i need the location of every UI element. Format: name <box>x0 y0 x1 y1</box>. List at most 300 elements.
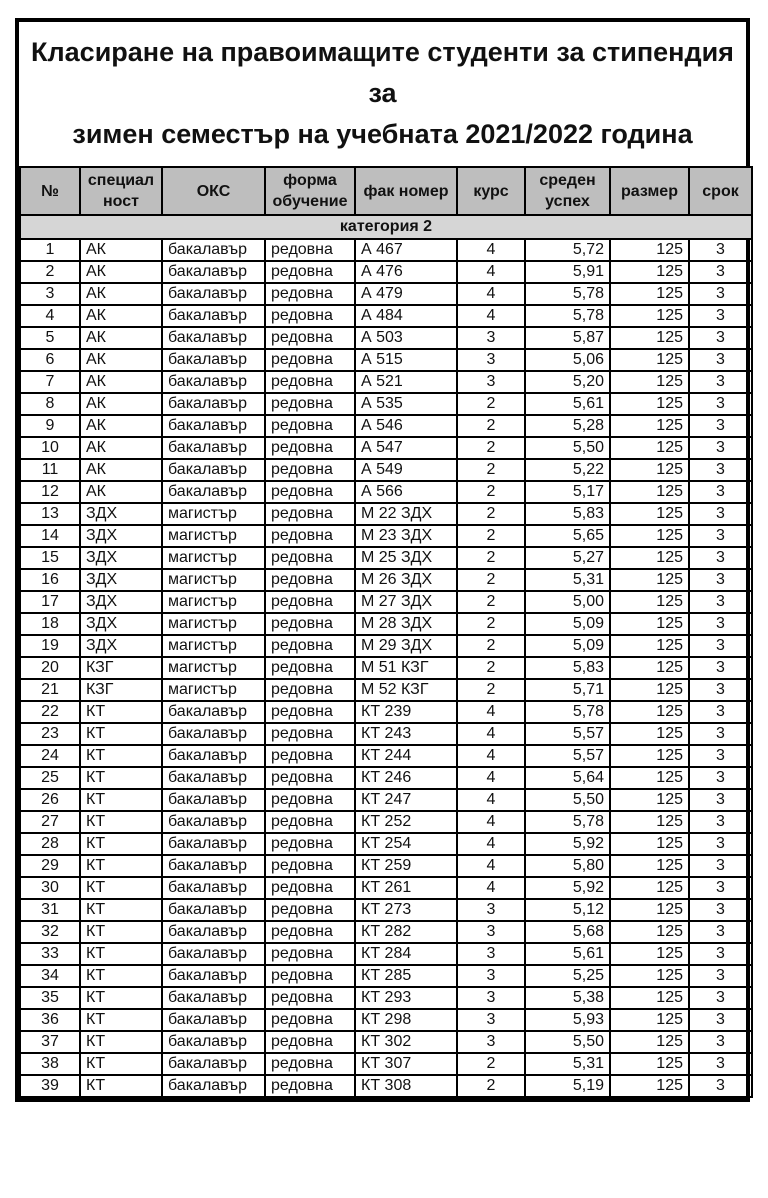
table-cell: 2 <box>457 679 525 701</box>
table-cell: редовна <box>265 745 355 767</box>
table-cell: А 566 <box>355 481 457 503</box>
table-cell: ЗДХ <box>80 547 162 569</box>
table-cell: 3 <box>689 987 752 1009</box>
table-cell: 37 <box>20 1031 80 1053</box>
table-cell: бакалавър <box>162 723 265 745</box>
table-cell: 5,25 <box>525 965 610 987</box>
table-row <box>20 987 752 1009</box>
table-cell: редовна <box>265 525 355 547</box>
table-cell: 5,92 <box>525 877 610 899</box>
table-cell: 4 <box>457 283 525 305</box>
table-cell: 125 <box>610 987 689 1009</box>
table-cell: КТ <box>80 1053 162 1075</box>
column-header-4: фак номер <box>355 167 457 215</box>
table-cell: КЗГ <box>80 657 162 679</box>
table-cell: редовна <box>265 987 355 1009</box>
table-row <box>20 943 752 965</box>
table-cell: ЗДХ <box>80 591 162 613</box>
table-cell: 3 <box>689 613 752 635</box>
table-cell: 125 <box>610 437 689 459</box>
table-cell: 6 <box>20 349 80 371</box>
table-cell: М 29 ЗДХ <box>355 635 457 657</box>
table-cell: 3 <box>689 261 752 283</box>
table-cell: 5,80 <box>525 855 610 877</box>
table-cell: КТ 273 <box>355 899 457 921</box>
table-row <box>20 657 752 679</box>
table-cell: бакалавър <box>162 283 265 305</box>
table-cell: КТ <box>80 899 162 921</box>
table-row <box>20 745 752 767</box>
table-cell: 3 <box>457 965 525 987</box>
table-cell: бакалавър <box>162 789 265 811</box>
table-cell: КТ <box>80 745 162 767</box>
table-cell: 2 <box>457 1053 525 1075</box>
table-cell: КТ <box>80 1031 162 1053</box>
table-cell: КТ <box>80 767 162 789</box>
table-cell: 5,71 <box>525 679 610 701</box>
table-cell: 19 <box>20 635 80 657</box>
table-cell: КТ <box>80 789 162 811</box>
table-cell: АК <box>80 261 162 283</box>
table-cell: КТ <box>80 833 162 855</box>
table-cell: магистър <box>162 679 265 701</box>
table-cell: 5,09 <box>525 613 610 635</box>
table-cell: 125 <box>610 767 689 789</box>
table-cell: 5,50 <box>525 1031 610 1053</box>
table-row <box>20 239 752 261</box>
table-row <box>20 393 752 415</box>
table-cell: 12 <box>20 481 80 503</box>
table-cell: 125 <box>610 811 689 833</box>
table-cell: 5,31 <box>525 569 610 591</box>
table-cell: А 503 <box>355 327 457 349</box>
table-cell: 3 <box>20 283 80 305</box>
table-cell: 3 <box>689 943 752 965</box>
table-cell: АК <box>80 349 162 371</box>
table-cell: редовна <box>265 613 355 635</box>
table-cell: 3 <box>689 767 752 789</box>
table-row <box>20 569 752 591</box>
table-cell: магистър <box>162 591 265 613</box>
table-cell: 5,68 <box>525 921 610 943</box>
table-cell: АК <box>80 327 162 349</box>
table-cell: 125 <box>610 789 689 811</box>
table-cell: 125 <box>610 679 689 701</box>
table-cell: 24 <box>20 745 80 767</box>
table-cell: редовна <box>265 591 355 613</box>
table-cell: бакалавър <box>162 371 265 393</box>
table-cell: 5,78 <box>525 305 610 327</box>
table-cell: 125 <box>610 657 689 679</box>
table-cell: 3 <box>457 1031 525 1053</box>
table-cell: 5,78 <box>525 283 610 305</box>
table-row <box>20 767 752 789</box>
table-cell: 125 <box>610 327 689 349</box>
table-cell: 3 <box>689 349 752 371</box>
table-cell: 125 <box>610 459 689 481</box>
table-cell: 30 <box>20 877 80 899</box>
table-cell: 3 <box>689 723 752 745</box>
table-cell: 4 <box>457 811 525 833</box>
table-cell: 34 <box>20 965 80 987</box>
column-header-6: среден успех <box>525 167 610 215</box>
table-cell: 125 <box>610 569 689 591</box>
table-cell: КТ <box>80 701 162 723</box>
table-cell: 3 <box>689 481 752 503</box>
table-cell: КТ 244 <box>355 745 457 767</box>
table-cell: редовна <box>265 899 355 921</box>
table-cell: 2 <box>457 569 525 591</box>
table-cell: 4 <box>457 701 525 723</box>
table-cell: КТ <box>80 921 162 943</box>
table-cell: 2 <box>457 459 525 481</box>
category-label: категория 2 <box>20 215 752 239</box>
table-cell: 3 <box>689 459 752 481</box>
table-cell: бакалавър <box>162 1053 265 1075</box>
table-cell: 125 <box>610 415 689 437</box>
table-cell: 3 <box>457 899 525 921</box>
column-header-2: ОКС <box>162 167 265 215</box>
table-cell: 5,00 <box>525 591 610 613</box>
table-cell: бакалавър <box>162 327 265 349</box>
table-cell: АК <box>80 481 162 503</box>
table-cell: 3 <box>689 965 752 987</box>
table-row <box>20 283 752 305</box>
table-cell: 32 <box>20 921 80 943</box>
table-cell: 3 <box>457 327 525 349</box>
table-cell: бакалавър <box>162 943 265 965</box>
table-cell: 3 <box>457 987 525 1009</box>
table-cell: М 23 ЗДХ <box>355 525 457 547</box>
column-header-7: размер <box>610 167 689 215</box>
table-cell: 5,93 <box>525 1009 610 1031</box>
column-header-3: форма обучение <box>265 167 355 215</box>
table-cell: 125 <box>610 261 689 283</box>
table-row <box>20 679 752 701</box>
table-cell: 3 <box>689 877 752 899</box>
table-cell: магистър <box>162 635 265 657</box>
table-cell: редовна <box>265 811 355 833</box>
table-cell: 3 <box>689 1009 752 1031</box>
table-cell: 3 <box>457 349 525 371</box>
table-cell: редовна <box>265 1053 355 1075</box>
table-cell: А 476 <box>355 261 457 283</box>
table-cell: 38 <box>20 1053 80 1075</box>
table-cell: КТ <box>80 987 162 1009</box>
table-cell: 5,19 <box>525 1075 610 1097</box>
table-header-row <box>20 167 752 215</box>
table-cell: 28 <box>20 833 80 855</box>
table-cell: 9 <box>20 415 80 437</box>
table-cell: 5,78 <box>525 701 610 723</box>
table-cell: редовна <box>265 437 355 459</box>
table-cell: редовна <box>265 701 355 723</box>
table-cell: 3 <box>457 921 525 943</box>
table-cell: А 549 <box>355 459 457 481</box>
table-cell: 125 <box>610 899 689 921</box>
table-cell: 5,72 <box>525 239 610 261</box>
table-cell: ЗДХ <box>80 525 162 547</box>
table-cell: 23 <box>20 723 80 745</box>
table-cell: 125 <box>610 481 689 503</box>
table-cell: 5,83 <box>525 657 610 679</box>
table-cell: 5,50 <box>525 437 610 459</box>
table-cell: 31 <box>20 899 80 921</box>
table-cell: редовна <box>265 459 355 481</box>
table-cell: 5,92 <box>525 833 610 855</box>
table-cell: КТ <box>80 1009 162 1031</box>
table-cell: 5,17 <box>525 481 610 503</box>
table-cell: редовна <box>265 393 355 415</box>
table-cell: 27 <box>20 811 80 833</box>
table-row <box>20 701 752 723</box>
table-cell: 3 <box>689 547 752 569</box>
table-cell: 125 <box>610 701 689 723</box>
table-cell: 125 <box>610 1075 689 1097</box>
table-cell: 25 <box>20 767 80 789</box>
table-cell: М 52 КЗГ <box>355 679 457 701</box>
table-cell: бакалавър <box>162 921 265 943</box>
table-cell: КТ <box>80 877 162 899</box>
table-cell: 2 <box>457 591 525 613</box>
table-cell: 11 <box>20 459 80 481</box>
table-cell: КТ 282 <box>355 921 457 943</box>
table-row <box>20 547 752 569</box>
table-cell: бакалавър <box>162 833 265 855</box>
table-cell: КТ <box>80 965 162 987</box>
table-row <box>20 723 752 745</box>
page-title <box>19 22 746 166</box>
table-cell: КТ 243 <box>355 723 457 745</box>
table-cell: 5,28 <box>525 415 610 437</box>
table-cell: 35 <box>20 987 80 1009</box>
table-cell: 3 <box>689 437 752 459</box>
table-cell: редовна <box>265 1009 355 1031</box>
table-cell: 5 <box>20 327 80 349</box>
table-cell: 125 <box>610 1031 689 1053</box>
table-cell: 5,91 <box>525 261 610 283</box>
table-cell: 3 <box>689 591 752 613</box>
table-cell: 2 <box>457 481 525 503</box>
table-cell: КТ 246 <box>355 767 457 789</box>
table-cell: 22 <box>20 701 80 723</box>
table-cell: 125 <box>610 745 689 767</box>
table-cell: редовна <box>265 415 355 437</box>
table-cell: 3 <box>689 635 752 657</box>
table-cell: редовна <box>265 547 355 569</box>
table-cell: 125 <box>610 349 689 371</box>
table-cell: 3 <box>689 745 752 767</box>
table-cell: КТ 308 <box>355 1075 457 1097</box>
table-cell: редовна <box>265 635 355 657</box>
table-cell: АК <box>80 437 162 459</box>
table-cell: 125 <box>610 305 689 327</box>
table-cell: 5,09 <box>525 635 610 657</box>
page-title-line-1: Класиране на правоимащите студенти за стипендия за <box>31 37 734 108</box>
table-row <box>20 305 752 327</box>
table-cell: редовна <box>265 943 355 965</box>
table-cell: 13 <box>20 503 80 525</box>
table-cell: редовна <box>265 305 355 327</box>
table-cell: М 27 ЗДХ <box>355 591 457 613</box>
table-cell: 125 <box>610 1053 689 1075</box>
table-row <box>20 327 752 349</box>
table-cell: КТ 298 <box>355 1009 457 1031</box>
table-cell: 3 <box>689 657 752 679</box>
table-cell: редовна <box>265 723 355 745</box>
table-row <box>20 789 752 811</box>
table-cell: бакалавър <box>162 811 265 833</box>
table-cell: КТ 261 <box>355 877 457 899</box>
table-cell: 125 <box>610 943 689 965</box>
table-cell: редовна <box>265 239 355 261</box>
table-cell: 125 <box>610 1009 689 1031</box>
table-cell: М 22 ЗДХ <box>355 503 457 525</box>
table-cell: бакалавър <box>162 745 265 767</box>
table-cell: 3 <box>689 679 752 701</box>
table-cell: 3 <box>689 811 752 833</box>
table-cell: 4 <box>457 789 525 811</box>
table-cell: бакалавър <box>162 415 265 437</box>
table-cell: КТ 307 <box>355 1053 457 1075</box>
table-cell: 3 <box>689 1031 752 1053</box>
table-cell: 2 <box>457 393 525 415</box>
table-cell: 5,20 <box>525 371 610 393</box>
table-cell: 2 <box>457 525 525 547</box>
table-row <box>20 833 752 855</box>
table-cell: магистър <box>162 503 265 525</box>
table-cell: 2 <box>457 503 525 525</box>
table-cell: бакалавър <box>162 239 265 261</box>
table-cell: 3 <box>457 371 525 393</box>
table-cell: редовна <box>265 789 355 811</box>
table-cell: 3 <box>689 569 752 591</box>
table-cell: редовна <box>265 503 355 525</box>
table-row <box>20 613 752 635</box>
column-header-8: срок <box>689 167 752 215</box>
table-cell: 3 <box>689 789 752 811</box>
table-cell: бакалавър <box>162 877 265 899</box>
table-row <box>20 965 752 987</box>
table-cell: редовна <box>265 1031 355 1053</box>
table-cell: 5,38 <box>525 987 610 1009</box>
table-cell: 26 <box>20 789 80 811</box>
table-cell: АК <box>80 305 162 327</box>
table-cell: редовна <box>265 349 355 371</box>
table-cell: 15 <box>20 547 80 569</box>
table-cell: 125 <box>610 921 689 943</box>
table-cell: АК <box>80 283 162 305</box>
table-cell: редовна <box>265 965 355 987</box>
table-cell: редовна <box>265 921 355 943</box>
table-cell: 4 <box>457 305 525 327</box>
table-cell: КТ 259 <box>355 855 457 877</box>
table-cell: 4 <box>457 745 525 767</box>
table-cell: 4 <box>457 877 525 899</box>
table-cell: А 467 <box>355 239 457 261</box>
table-cell: 2 <box>457 657 525 679</box>
table-cell: редовна <box>265 261 355 283</box>
table-cell: 2 <box>20 261 80 283</box>
table-cell: 3 <box>689 283 752 305</box>
table-cell: бакалавър <box>162 481 265 503</box>
table-cell: 125 <box>610 371 689 393</box>
table-cell: магистър <box>162 525 265 547</box>
table-cell: КТ 239 <box>355 701 457 723</box>
table-cell: бакалавър <box>162 1075 265 1097</box>
table-cell: 3 <box>689 525 752 547</box>
table-cell: бакалавър <box>162 349 265 371</box>
table-cell: ЗДХ <box>80 503 162 525</box>
table-row <box>20 635 752 657</box>
table-cell: 5,87 <box>525 327 610 349</box>
page-title-line-2: зимен семестър на учебната 2021/2022 година <box>72 119 693 149</box>
table-cell: бакалавър <box>162 767 265 789</box>
table-cell: 4 <box>457 239 525 261</box>
table-cell: 3 <box>689 305 752 327</box>
table-cell: 3 <box>689 855 752 877</box>
table-cell: редовна <box>265 833 355 855</box>
table-cell: 5,57 <box>525 745 610 767</box>
table-row <box>20 921 752 943</box>
table-cell: редовна <box>265 877 355 899</box>
table-cell: 2 <box>457 635 525 657</box>
table-cell: 1 <box>20 239 80 261</box>
column-header-1: специал ност <box>80 167 162 215</box>
table-row <box>20 591 752 613</box>
table-cell: КЗГ <box>80 679 162 701</box>
table-row <box>20 349 752 371</box>
table-cell: КТ <box>80 1075 162 1097</box>
table-cell: КТ 284 <box>355 943 457 965</box>
table-cell: 5,57 <box>525 723 610 745</box>
table-cell: бакалавър <box>162 437 265 459</box>
table-cell: 2 <box>457 547 525 569</box>
table-cell: 4 <box>457 261 525 283</box>
table-cell: 36 <box>20 1009 80 1031</box>
table-cell: 5,64 <box>525 767 610 789</box>
table-cell: 3 <box>689 239 752 261</box>
table-row <box>20 855 752 877</box>
table-cell: КТ 293 <box>355 987 457 1009</box>
table-cell: 3 <box>689 371 752 393</box>
table-cell: А 547 <box>355 437 457 459</box>
table-row <box>20 503 752 525</box>
table-cell: А 515 <box>355 349 457 371</box>
table-cell: 125 <box>610 723 689 745</box>
table-cell: 5,27 <box>525 547 610 569</box>
table-cell: КТ <box>80 943 162 965</box>
table-cell: 125 <box>610 503 689 525</box>
table-cell: АК <box>80 415 162 437</box>
table-cell: 3 <box>457 1009 525 1031</box>
table-cell: редовна <box>265 767 355 789</box>
table-row <box>20 371 752 393</box>
table-cell: 2 <box>457 1075 525 1097</box>
column-header-5: курс <box>457 167 525 215</box>
table-row <box>20 1009 752 1031</box>
table-cell: 3 <box>689 701 752 723</box>
document-frame <box>15 18 750 1102</box>
table-row <box>20 481 752 503</box>
table-cell: 5,65 <box>525 525 610 547</box>
table-cell: А 484 <box>355 305 457 327</box>
table-cell: 3 <box>689 327 752 349</box>
table-cell: магистър <box>162 547 265 569</box>
column-header-0: № <box>20 167 80 215</box>
table-row <box>20 877 752 899</box>
table-cell: 29 <box>20 855 80 877</box>
